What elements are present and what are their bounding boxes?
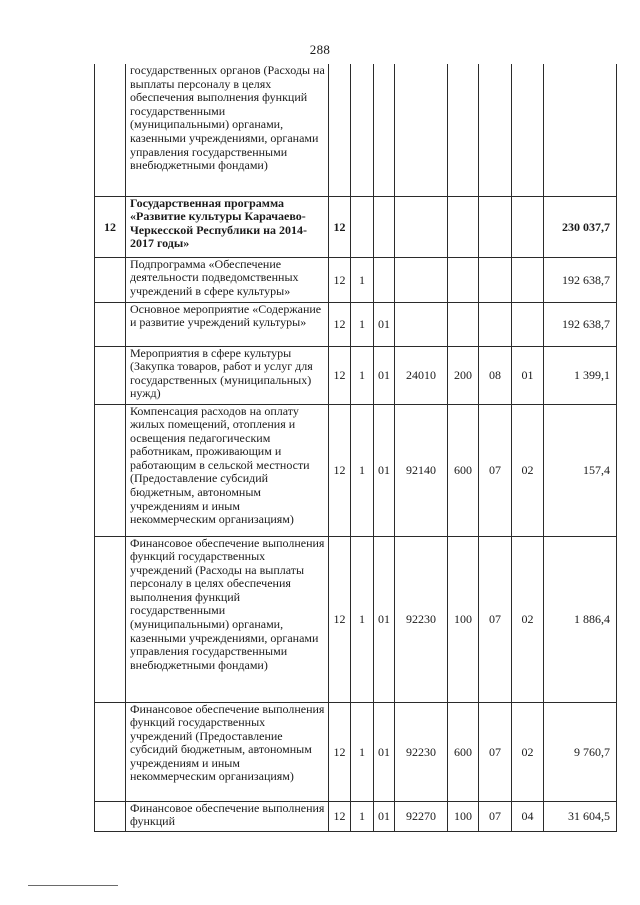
- main-activity-code-cell: 01: [374, 346, 395, 404]
- subprogram-code-cell: 1: [351, 404, 374, 536]
- table-row: [95, 257, 617, 302]
- expense-name-cell: Финансовое обеспечение выполнения функций: [126, 801, 329, 831]
- expense-type-code-cell: [448, 196, 479, 257]
- section-code-cell: 07: [479, 404, 512, 536]
- subsection-code-cell: 02: [512, 536, 544, 702]
- direction-code-cell: [395, 257, 448, 302]
- row-number-cell: [95, 536, 126, 702]
- amount-cell: 9 760,7: [544, 702, 617, 801]
- amount-cell: 1 886,4: [544, 536, 617, 702]
- budget-table: [94, 64, 617, 832]
- footer-rule: [28, 885, 118, 886]
- subsection-code-cell: [512, 196, 544, 257]
- amount-cell: 157,4: [544, 404, 617, 536]
- subprogram-code-cell: 1: [351, 801, 374, 831]
- expense-type-code-cell: 600: [448, 702, 479, 801]
- program-code-cell: 12: [329, 404, 351, 536]
- amount-cell: 192 638,7: [544, 302, 617, 346]
- page-number: 288: [309, 42, 331, 57]
- amount-cell: 31 604,5: [544, 801, 617, 831]
- row-number-cell: [95, 64, 126, 196]
- program-code-cell: 12: [329, 346, 351, 404]
- section-code-cell: [479, 302, 512, 346]
- main-activity-code-cell: [374, 196, 395, 257]
- subsection-code-cell: [512, 64, 544, 196]
- expense-type-code-cell: [448, 257, 479, 302]
- expense-type-code-cell: 200: [448, 346, 479, 404]
- main-activity-code-cell: [374, 257, 395, 302]
- subprogram-code-cell: [351, 64, 374, 196]
- expense-name-cell: государственных органов (Расходы на выплаты персоналу в целях обеспечения выполнения функций государственными (муниципальными) органами, казенными учреждениями, органами управления государственными внебюджетными фондами): [126, 64, 329, 196]
- direction-code-cell: 92140: [395, 404, 448, 536]
- program-code-cell: 12: [329, 801, 351, 831]
- table-row: [95, 536, 617, 702]
- section-code-cell: [479, 196, 512, 257]
- section-code-cell: 07: [479, 801, 512, 831]
- program-code-cell: 12: [329, 257, 351, 302]
- amount-cell: 192 638,7: [544, 257, 617, 302]
- program-code-cell: 12: [329, 536, 351, 702]
- row-number-cell: [95, 801, 126, 831]
- amount-cell: 230 037,7: [544, 196, 617, 257]
- program-code-cell: 12: [329, 196, 351, 257]
- main-activity-code-cell: [374, 64, 395, 196]
- subprogram-code-cell: 1: [351, 702, 374, 801]
- direction-code-cell: 92270: [395, 801, 448, 831]
- expense-type-code-cell: [448, 64, 479, 196]
- table-row: [95, 346, 617, 404]
- subprogram-code-cell: 1: [351, 536, 374, 702]
- expense-type-code-cell: 100: [448, 536, 479, 702]
- expense-name-cell: Финансовое обеспечение выполнения функций государственных учреждений (Расходы на выплаты персоналу в целях обеспечения выполнения функций государственными (муниципальными) органами, казенными учреждениями, органами управления государственными внебюджетными фондами): [126, 536, 329, 702]
- row-number-cell: [95, 702, 126, 801]
- main-activity-code-cell: 01: [374, 404, 395, 536]
- row-number-cell: [95, 346, 126, 404]
- program-code-cell: [329, 64, 351, 196]
- table-row: [95, 801, 617, 831]
- table-row: [95, 196, 617, 257]
- row-number-cell: [95, 257, 126, 302]
- row-number-cell: [95, 404, 126, 536]
- expense-name-cell: Мероприятия в сфере культуры (Закупка товаров, работ и услуг для государственных (муниципальных) нужд): [126, 346, 329, 404]
- expense-name-cell: Финансовое обеспечение выполнения функций государственных учреждений (Предоставление субсидий бюджетным, автономным учреждениям и иным некоммерческим организациям): [126, 702, 329, 801]
- subsection-code-cell: [512, 257, 544, 302]
- section-code-cell: 07: [479, 702, 512, 801]
- subprogram-code-cell: 1: [351, 302, 374, 346]
- subsection-code-cell: [512, 302, 544, 346]
- subsection-code-cell: 02: [512, 702, 544, 801]
- row-number-cell: [95, 302, 126, 346]
- expense-type-code-cell: [448, 302, 479, 346]
- expense-name-cell: Компенсация расходов на оплату жилых помещений, отопления и освещения педагогическим работникам, проживающим и работающим в сельской местности (Предоставление субсидий бюджетным, автономным учреждениям и иным некоммерческим организациям): [126, 404, 329, 536]
- row-number-cell: 12: [95, 196, 126, 257]
- section-code-cell: [479, 257, 512, 302]
- main-activity-code-cell: 01: [374, 302, 395, 346]
- main-activity-code-cell: 01: [374, 801, 395, 831]
- direction-code-cell: [395, 64, 448, 196]
- main-activity-code-cell: 01: [374, 702, 395, 801]
- expense-name-cell: Подпрограмма «Обеспечение деятельности подведомственных учреждений в сфере культуры»: [126, 257, 329, 302]
- direction-code-cell: 92230: [395, 702, 448, 801]
- table-row: [95, 302, 617, 346]
- subprogram-code-cell: 1: [351, 257, 374, 302]
- subprogram-code-cell: 1: [351, 346, 374, 404]
- expense-name-cell: Основное мероприятие «Содержание и развитие учреждений культуры»: [126, 302, 329, 346]
- program-code-cell: 12: [329, 302, 351, 346]
- table-row: [95, 404, 617, 536]
- expense-type-code-cell: 600: [448, 404, 479, 536]
- table-row: [95, 702, 617, 801]
- budget-table-body: [95, 64, 617, 831]
- main-activity-code-cell: 01: [374, 536, 395, 702]
- subsection-code-cell: 04: [512, 801, 544, 831]
- amount-cell: [544, 64, 617, 196]
- direction-code-cell: 92230: [395, 536, 448, 702]
- section-code-cell: [479, 64, 512, 196]
- direction-code-cell: [395, 302, 448, 346]
- subprogram-code-cell: [351, 196, 374, 257]
- subsection-code-cell: 01: [512, 346, 544, 404]
- subsection-code-cell: 02: [512, 404, 544, 536]
- section-code-cell: 07: [479, 536, 512, 702]
- amount-cell: 1 399,1: [544, 346, 617, 404]
- direction-code-cell: 24010: [395, 346, 448, 404]
- expense-name-cell: Государственная программа «Развитие культуры Карачаево-Черкесской Республики на 2014-2017 годы»: [126, 196, 329, 257]
- program-code-cell: 12: [329, 702, 351, 801]
- direction-code-cell: [395, 196, 448, 257]
- section-code-cell: 08: [479, 346, 512, 404]
- table-row: [95, 64, 617, 196]
- expense-type-code-cell: 100: [448, 801, 479, 831]
